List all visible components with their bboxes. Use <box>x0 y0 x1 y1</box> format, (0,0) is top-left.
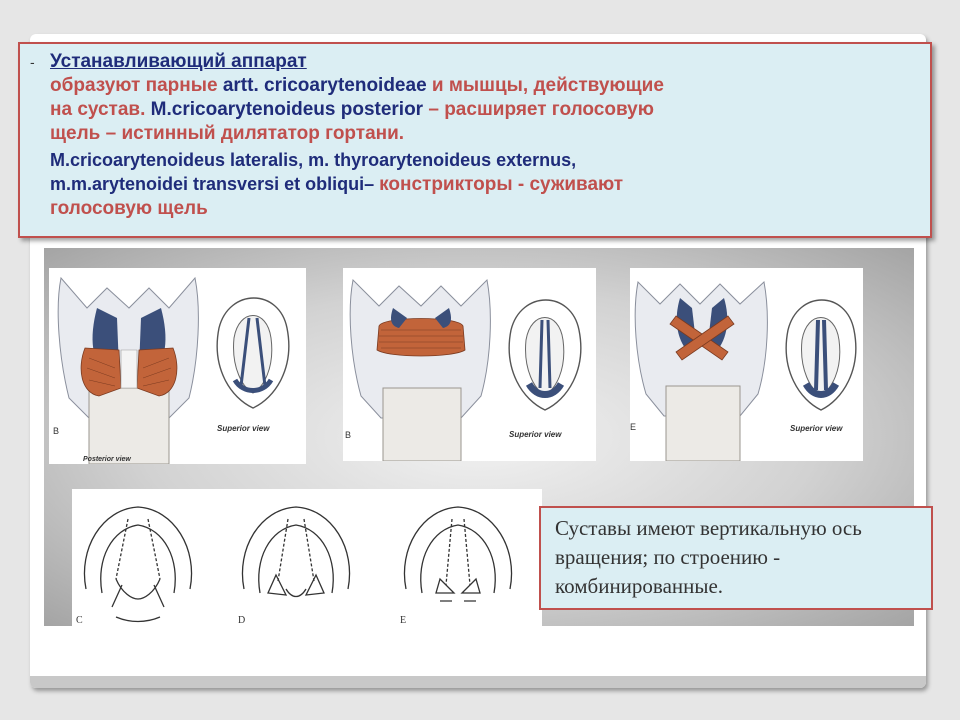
posterior-view-label: Posterior view <box>83 456 131 463</box>
text-fragment: щель – истинный дилятатор гортани. <box>50 123 405 144</box>
figure-letter: B <box>53 426 60 436</box>
text-fragment: и мышцы, действующие <box>426 75 664 96</box>
term-arytenoidei: m.m.arytenoidei transversi et obliqui– <box>50 174 380 194</box>
drawing-letter: C <box>76 615 83 626</box>
slide-bottom-strip <box>30 676 926 688</box>
larynx-figure-oblique-muscle <box>630 268 863 461</box>
definition-text <box>50 50 920 221</box>
joint-axis-note-text: Суставы имеют вертикальную ось вращения; по строению - комбинированные. <box>555 516 862 598</box>
larynx-figure-posterior-muscle <box>49 268 306 464</box>
larynx-illustration <box>49 268 306 464</box>
term-lateral-muscles: M.cricoarytenoideus lateralis, m. thyroarytenoideus externus, <box>50 150 577 170</box>
text-fragment: голосовую щель <box>50 198 208 219</box>
drawing-letter: D <box>238 615 246 626</box>
text-fragment: – расширяет голосовую <box>423 99 654 120</box>
drawing-letter: E <box>400 615 407 626</box>
definition-text-box <box>18 42 932 238</box>
text-fragment: констрикторы - суживают <box>379 174 624 195</box>
superior-view-label: Superior view <box>509 430 562 439</box>
superior-view-label: Superior view <box>217 424 270 433</box>
glottis-line-drawings <box>72 489 542 629</box>
definition-heading: Устанавливающий аппарат <box>50 51 307 72</box>
term-posterior-muscle: M.cricoarytenoideus posterior <box>150 99 424 120</box>
term-cricoarytenoideae: artt. cricoarytenoideae <box>222 75 427 96</box>
text-fragment: образуют парные <box>50 75 223 96</box>
figure-letter: B <box>345 430 352 440</box>
bullet-marker: - <box>30 54 35 70</box>
joint-axis-note <box>539 506 933 610</box>
superior-view-label: Superior view <box>790 424 843 433</box>
figure-letter: E <box>630 422 637 432</box>
larynx-figure-transverse-muscle <box>343 268 596 461</box>
text-fragment: на сустав. <box>50 99 151 120</box>
line-drawings-panel <box>72 489 542 629</box>
